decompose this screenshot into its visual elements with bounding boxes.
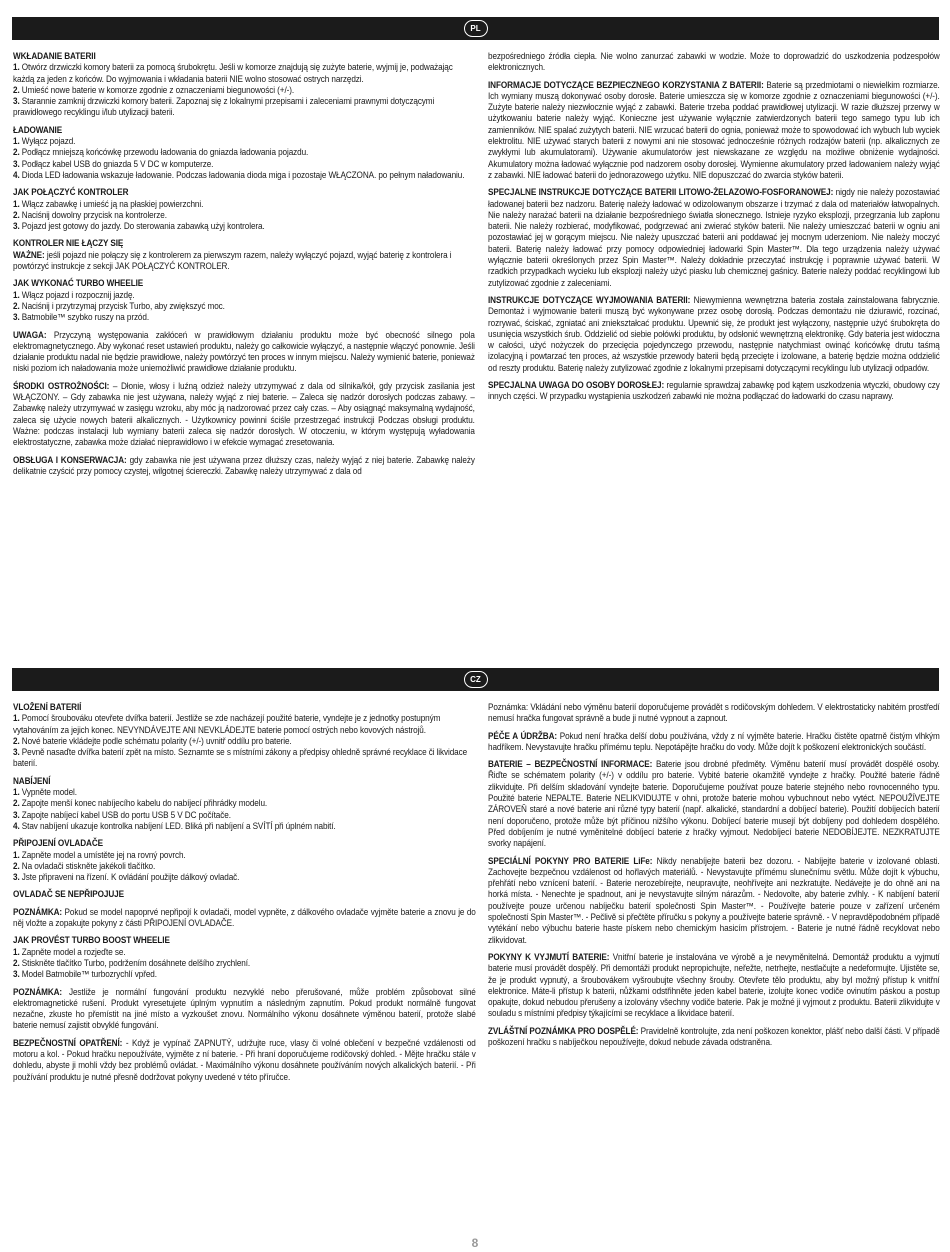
section-block bbox=[13, 776, 476, 832]
instruction-step: 2. Nové baterie vkládejte podle schématu polarity (+/-) uvnitř oddílu pro baterie. bbox=[13, 735, 292, 746]
paragraph: ZVLÁŠTNÍ POZNÁMKA PRO DOSPĚLÉ: Pravidelně kontrolujte, zda není poškozen konektor, plášť nebo další části. V případě poškození hračku s nabíječkou nepoužívejte, dokud nebude závada odstraněna. bbox=[488, 1025, 940, 1048]
instruction-step: 1. Zapněte model a umístěte jej na rovný povrch. bbox=[13, 849, 186, 860]
instruction-step: 3. Model Batmobile™ turbozrychlí vpřed. bbox=[13, 969, 157, 980]
pl-language-badge: PL bbox=[464, 20, 488, 37]
section-heading: NABÍJENÍ bbox=[13, 775, 51, 786]
instruction-step: 3. Zapojte nabíjecí kabel USB do portu USB 5 V DC počítače. bbox=[13, 809, 231, 820]
instruction-step: 3. Pevně nasaďte dvířka baterií zpět na místo. Seznamte se s místními zákony a předpisy ohledně správné recyklace či likvidace baterií. bbox=[13, 747, 468, 769]
page-number: 8 bbox=[471, 1236, 479, 1250]
instruction-step: 3. Starannie zamknij drzwiczki komory baterii. Zapoznaj się z lokalnymi przepisami i zaleceniami prawnymi dotyczącymi prawidłowego recyklingu i/lub utylizacji baterii. bbox=[13, 96, 435, 118]
paragraph: BEZPEČNOSTNÍ OPATŘENÍ: - Když je vypínač ZAPNUTÝ, udržujte ruce, vlasy či volné oblečení v bezpečné vzdálenosti od motoru a kol. - Pokud hračku nepoužíváte, vyjměte z ní baterie. - Při hraní doporučujeme rodičovský dohled. - Mějte hračku stále v dohledu, abyste ji mohli vždy bez problémů ovládat. - Maximálního výkonu dosáhnete používáním nových alkalických baterií. - Při používání produktu je nutné přesně dodržovat pokyny uvedené v této příručce. bbox=[13, 1037, 476, 1082]
cz-language-badge: CZ bbox=[464, 671, 488, 688]
paragraph: BATERIE – BEZPEČNOSTNÍ INFORMACE: Baterie jsou drobné předměty. Výměnu baterií musí provádět dospělé osoby. Řiďte se schématem polarity (+/-) v oddílu pro baterie. Vybité baterie okamžitě vyndejte z hračky. Použité baterie řádně zlikvidujte. Při delším skladování vyndejte baterie. Doporučujeme používat pouze baterie stejného nebo rovnocenného typu. Použité baterie NEPALTE. Baterie NELIKVIDUJTE v ohni, protože baterie mohou vybuchnout nebo vytéct. NEPOUŽÍVEJTE ZÁROVEŇ staré a nové baterie ani různé typy baterií (např. alkalické, standardní a dobíjecí baterie). Použití dobíjecích baterií není doporučeno, protože může být příčinou nižšího výkonu. Dobíjecí baterie musejí být dobíjeny pod dohledem dospělého. Před dobíjením je nutné vyměnitelné dobíjecí baterie z hračky vyjmout. Nedobíjecí baterie NEDOBÍJEJTE. NEZKRATUJTE svorky napájení. bbox=[488, 759, 940, 849]
instruction-step: 3. Jste připraveni na řízení. K ovládání použijte dálkový ovladač. bbox=[13, 872, 240, 883]
paragraph: SPECJALNE INSTRUKCJE DOTYCZĄCE BATERII LITOWO-ŻELAZOWO-FOSFORANOWEJ: nigdy nie należy pozostawiać ładowanej baterii bez nadzoru. Baterię należy ładować w odizolowanym obszarze i trzymać z dala od materiałów łatwopalnych. Nie należy narażać baterii na działanie bezpośredniego światła słonecznego. Istnieje ryzyko eksplozji, przegrzania lub zapłonu baterii. Nie należy rozbierać, modyfikować, podgrzewać ani zwierać styków baterii. Nie należy umieszczać baterii w ogniu ani pozostawiać jej w gorącym miejscu. Nie należy upuszczać baterii ani poddawać jej mocnym uderzeniom. Nie należy moczyć baterii. Baterię należy ładować przy pomocy odpowiedniej ładowarki Spin Master™. Dla tego urządzenia należy używać wyłącznie baterii określonych przez Spin Master™. Należy dokładnie przeczytać instrukcję i poprawnie używać baterii. W rzadkich przypadkach wycieku lub eksplozji należy użyć piasku lub chemicznej gaśnicy. Baterie należy poddać recyklingowi lub zutylizować zgodnie z zaleceniami. bbox=[488, 187, 940, 288]
paragraph: UWAGA: Przyczyną występowania zakłóceń w prawidłowym działaniu produktu może być obecność silnego pola elektromagnetycznego. Aby wykonać reset ustawień produktu, należy go całkowicie wyłączyć, a następnie włączyć ponownie. Jeśli działanie produktu nadal nie będzie prawidłowe, należy powtórzyć ten proces w innym miejscu. Należy wymienić baterie, ponieważ niski poziom ich naładowania może uniemożliwić prawidłowe działanie produktu. bbox=[13, 329, 475, 374]
instruction-step: WAŻNE: jeśli pojazd nie połączy się z kontrolerem za pierwszym razem, należy wyłączyć pojazd, wyjąć baterię z kontrolera i powtórzyć instrukcje z sekcji JAK POŁĄCZYĆ KONTROLER. bbox=[13, 249, 452, 272]
paragraph: INFORMACJE DOTYCZĄCE BEZPIECZNEGO KORZYSTANIA Z BATERII: Baterie są przedmiotami o niewielkim rozmiarze. Ich wymiany muszą dokonywać osoby dorosłe. Baterie umieszcza się w komorze zgodnie z oznaczeniami biegunowości (+/-). Zużyte baterie należy niezwłocznie wyjąć z zabawki. Baterie trzeba poddać prawidłowej utylizacji. W razie dłuższej przerwy w użytkowaniu baterie należy wyjąć. Konieczne jest używanie wyłącznie zatwierdzonych baterii tego samego typu lub ich zamienników. NIE spalać zużytych baterii. NIE wrzucać baterii do ognia, ponieważ może to spowodować ich wybuch lub wyciek elektrolitu. NIE używać starych baterii z nowymi ani nie stosować jednocześnie różnych rodzajów baterii (np. alkalicznych ze zwykłymi lub akumulatorami). Używanie akumulatorów jest niewskazane ze względu na możliwe obniżenie wydajności. Akumulatory można ładować wyłącznie pod nadzorem osoby dorosłej. Wymienne akumulatory przed ładowaniem należy wyjąć z zabawki. NIE ładować baterii do jednorazowego użytku. NIE dopuszczać do zwarcia styków baterii. bbox=[488, 79, 940, 180]
instruction-step: 4. Stav nabíjení ukazuje kontrolka nabíjení LED. Bliká při nabíjení a SVÍTÍ při úplném nabití. bbox=[13, 820, 336, 831]
section-block bbox=[13, 702, 476, 770]
section-heading: JAK POŁĄCZYĆ KONTROLER bbox=[13, 187, 129, 198]
instruction-step: 1. Włącz pojazd i rozpocznij jazdę. bbox=[13, 289, 135, 300]
paragraph: SPECJALNA UWAGA DO OSOBY DOROSŁEJ: regularnie sprawdzaj zabawkę pod kątem uszkodzenia wtyczki, obudowy czy innych części. W przypadku wystąpienia uszkodzeń zabawki nie można podłączać do ładowarki do czasu naprawy. bbox=[488, 380, 940, 402]
instruction-step: 3. Batmobile™ szybko ruszy na przód. bbox=[13, 312, 150, 323]
pl-section-header-band bbox=[12, 17, 939, 40]
paragraph: ŚRODKI OSTROŻNOŚCI: – Dłonie, włosy i luźną odzież należy utrzymywać z dala od silnika/kół, gdy przycisk zasilania jest WŁĄCZONY. – Gdy zabawka nie jest używana, należy wyjąć z niej baterie. – Zaleca się nadzór dorosłych podczas zabawy. – Zabawkę należy utrzymywać w zasięgu wzroku, aby móc ją nadzorować przez cały czas. – Aby osiągnąć maksymalną wydajność, zaleca się użycie nowych baterii alkalicznych. - Użytkownicy powinni ściśle przestrzegać instrukcji Podczas obsługi produktu. Ważne: podczas instalacji lub wymiany baterii zaleca się nadzór dorosłych. W otoczeniu, w którym występują wyładowania elektrostatyczne, zabawka może działać nieprawidłowo i w efekcie wymagać zresetowania. bbox=[13, 380, 475, 448]
section-block bbox=[13, 187, 475, 232]
cz-left-column bbox=[13, 702, 476, 1232]
section-heading: WKŁADANIE BATERII bbox=[13, 51, 96, 61]
section-block bbox=[13, 838, 476, 883]
instruction-step: 3. Podłącz kabel USB do gniazda 5 V DC w komputerze. bbox=[13, 158, 214, 169]
cz-section-header-band bbox=[12, 668, 939, 691]
instruction-step: 1. Otwórz drzwiczki komory baterii za pomocą śrubokrętu. Jeśli w komorze znajdują się zużyte baterie, wyjmij je, podważając każdą za jeden z końców. Do wyjmowania i wkładania baterii NIE wolno stosować ostrych narzędzi. bbox=[13, 62, 453, 84]
section-block bbox=[13, 889, 476, 900]
instruction-step: 4. Dioda LED ładowania wskazuje ładowanie. Podczas ładowania dioda miga i pozostaje WŁĄCZONA. po pełnym naładowaniu. bbox=[13, 169, 465, 180]
instruction-step: 3. Pojazd jest gotowy do jazdy. Do sterowania zabawką użyj kontrolera. bbox=[13, 221, 265, 232]
paragraph: bezpośredniego źródła ciepła. Nie wolno zanurzać zabawki w wodzie. Może to doprowadzić do uszkodzenia podzespołów elektronicznych. bbox=[488, 51, 940, 73]
instruction-step: 1. Vypněte model. bbox=[13, 787, 77, 798]
instruction-step: 2. Stiskněte tlačítko Turbo, podržením dosáhnete delšího zrychlení. bbox=[13, 957, 251, 968]
instruction-step: 1. Wyłącz pojazd. bbox=[13, 136, 76, 147]
instruction-step: 2. Naciśnij i przytrzymaj przycisk Turbo, aby zwiększyć moc. bbox=[13, 300, 225, 311]
section-block bbox=[13, 935, 476, 980]
instruction-step: 1. Włącz zabawkę i umieść ją na płaskiej powierzchni. bbox=[13, 198, 204, 209]
paragraph: INSTRUKCJE DOTYCZĄCE WYJMOWANIA BATERII: Niewymienna wewnętrzna bateria została zainstalowana fabrycznie. Demontaż i wyjmowanie baterii muszą być wykonywane przez osobę dorosłą. Podczas demontażu nie dziurawić, rozcinać, rozrywać, ściskać, zgniatać ani zniekształcać produktu. Upewnić się, że produkt jest wyłączony, następnie użyć śrubokręta do usunięcia wszystkich śrub. Oddzielić od siebie połówki produktu, by odsłonić wewnętrzną elektronikę. Gdy bateria jest widoczna w całości, użyć nożyczek do przecięcia pojedynczego przewodu, następnie natychmiast owinąć końcówkę drutu taśmą izolacyjną i powtarzać ten proces, aż wszystkie przewody baterii będą przecięte i izolowane, a baterię będzie można oddzielić od reszty produktu. Baterię należy zutylizować zgodnie z lokalnymi przepisami dotyczącymi recyklingu lub utylizacji odpadów. bbox=[488, 294, 940, 373]
paragraph: SPECIÁLNÍ POKYNY PRO BATERIE LiFe: Nikdy nenabíjejte baterii bez dozoru. - Nabíjejte baterie v izolované oblasti. Zachovejte bezpečnou vzdálenost od hořlavých materiálů. - Nevystavujte přímému slunečnímu světlu. Může dojít k výbuchu, přehřátí nebo vznícení baterií. - Baterie nerozebírejte, neupravujte, neohřívejte ani nezkratujte. Nedávejte je do ohně ani na horká místa. - Nenechte je spadnout, ani je nevystavujte silným nárazům. - Nedovolte, aby baterie zvlhly. - K nabíjení baterií používejte pouze určenou nabíječku baterií společnosti Spin Master™. - Používejte baterie pouze v zařízení určeném společností Spin Master™. - Pečlivě si přečtěte příručku s pokyny a používejte baterie správně. - V nepravděpodobném případě vytékání nebo výbuchu baterie haste pískem nebo chemickým hasicím přístrojem. - Baterie je nutné řádně recyklovat nebo zlikvidovat. bbox=[488, 855, 940, 945]
paragraph: Poznámka: Vkládání nebo výměnu baterií doporučujeme provádět s rodičovským dohledem. V elektrostaticky nabitém prostředí nemusí hračka fungovat správně a bude ji nutné vypnout a zapnout. bbox=[488, 702, 940, 724]
section-heading: JAK PROVÉST TURBO BOOST WHEELIE bbox=[13, 935, 170, 946]
instruction-step: 2. Podłącz mniejszą końcówkę przewodu ładowania do gniazda ładowania pojazdu. bbox=[13, 147, 309, 158]
section-heading: VLOŽENÍ BATERIÍ bbox=[13, 702, 82, 712]
section-heading: KONTROLER NIE ŁĄCZY SIĘ bbox=[13, 238, 124, 249]
section-heading: OVLADAČ SE NEPŘIPOJUJE bbox=[13, 889, 124, 900]
instruction-step: 1. Zapněte model a rozjeďte se. bbox=[13, 946, 126, 957]
paragraph: POKYNY K VYJMUTÍ BATERIE: Vnitřní baterie je instalována ve výrobě a je nevyměnitelná. Demontáž produktu a vyjmutí baterie musí provádět dospělý. Při demontáži produkt nepropichujte, neřežte, netrhejte, nestlačujte a nedeformujte. Ujistěte se, že je produkt vypnutý, a šroubovákem vyšroubujte všechny šrouby. Otevřete tělo produktu, aby byl možný přístup k vnitřní elektronice. Máte-li přístup k baterii, nůžkami odstřihněte jeden kabel baterie, izolujte konec vodiče ovinutím páskou a postup opakujte, dokud nebudou přerušeny a izolovány všechny vodiče baterie. Pak je možné ji vyjmout z produktu. Baterii zlikvidujte v souladu s místními předpisy týkajícími se recyklace a likvidace baterií. bbox=[488, 951, 940, 1019]
instruction-step: 2. Naciśnij dowolny przycisk na kontrolerze. bbox=[13, 209, 167, 220]
section-block bbox=[13, 51, 475, 119]
paragraph: OBSŁUGA I KONSERWACJA: gdy zabawka nie jest używana przez dłuższy czas, należy wyjąć z niej baterie. Zabawkę należy delikatnie czyścić przy pomocy czystej, wilgotnej ściereczki. Zabawkę należy utrzymywać z dala od bbox=[13, 454, 475, 476]
paragraph: POZNÁMKA: Jestliže je normální fungování produktu nezvyklé nebo přerušované, může problém způsobovat silné elektromagnetické rušení. Produkt vyresetujete úplným vypnutím a následným zapnutím. Pokud produkt normálně fungovat nezačne, zkuste ho přemístit na jiné místo a vyzkoušet znovu. Normálního výkonu dosáhnete výměnou baterií, protože slabé baterie nemusí zajistit obvyklé fungování. bbox=[13, 986, 476, 1031]
section-block bbox=[13, 278, 475, 323]
instruction-step: 2. Na ovladači stiskněte jakékoli tlačítko. bbox=[13, 860, 156, 871]
section-heading: PŘIPOJENÍ OVLADAČE bbox=[13, 838, 104, 849]
instruction-step: 1. Pomocí šroubováku otevřete dvířka baterií. Jestliže se zde nacházejí použité baterie, vyndejte je z jednotky postupným vytahováním za jejich konec. NEVYNDÁVEJTE ANI NEVKLÁDEJTE baterie pomocí ostrých nebo kovových nástrojů. bbox=[13, 713, 441, 735]
section-block bbox=[13, 238, 475, 272]
cz-right-column bbox=[488, 702, 940, 1232]
instruction-step: 2. Umieść nowe baterie w komorze zgodnie z oznaczeniami biegunowości (+/-). bbox=[13, 84, 295, 95]
pl-right-column bbox=[488, 51, 940, 636]
section-heading: JAK WYKONAĆ TURBO WHEELIE bbox=[13, 278, 144, 289]
instruction-step: 2. Zapojte menší konec nabíjecího kabelu do nabíjecí přihrádky modelu. bbox=[13, 798, 268, 809]
section-heading: ŁADOWANIE bbox=[13, 124, 63, 135]
paragraph: PÉČE A ÚDRŽBA: Pokud není hračka delší dobu používána, vždy z ní vyjměte baterie. Hračku čistěte opatrně čistým vlhkým hadříkem. Nevystavujte hračku přímému teplu. Nepotápějte hračku do vody. Může dojít k poškození elektronických součástí. bbox=[488, 730, 940, 752]
pl-left-column bbox=[13, 51, 475, 636]
section-block bbox=[13, 125, 475, 181]
paragraph: POZNÁMKA: Pokud se model napoprvé nepřipojí k ovladači, model vypněte, z dálkového ovladače vyjměte baterie a znovu je do něj vložte a zopakujte pokyny z části PŘIPOJENÍ OVLADAČE. bbox=[13, 906, 476, 929]
